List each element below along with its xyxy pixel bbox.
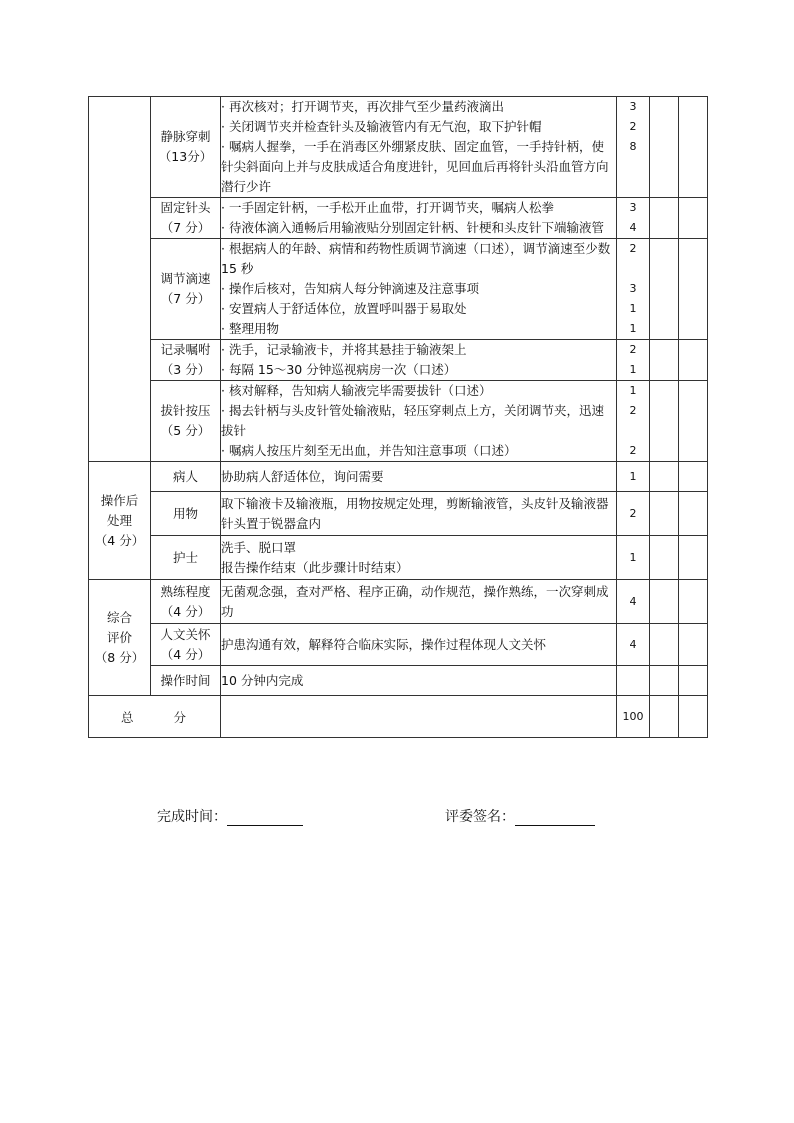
deduction-cell[interactable] [650,492,679,536]
deduction-cell[interactable] [650,624,679,666]
completion-time-blank[interactable] [227,809,303,826]
table-row [89,97,708,198]
step-content [221,239,617,340]
category-name: 综合 [106,609,132,625]
score-cell [617,536,650,580]
step-name: 病人 [172,468,198,484]
score-value: 1 [629,322,637,335]
content-line: · 揭去针柄与头皮针管处输液贴，轻压穿刺点上方，关闭调节夹，迅速拔针 [221,403,604,438]
step-content [221,580,617,624]
content-line: 取下输液卡及输液瓶，用物按规定处理，剪断输液管，头皮针及输液器针头置于锐器盒内 [221,495,609,531]
content-line: · 待液体滴入通畅后用输液贴分别固定针柄、针梗和头皮针下端输液管 [221,220,604,235]
deduction-cell[interactable] [650,580,679,624]
judge-signature-field [445,806,595,826]
content-line: · 安置病人于舒适体位，放置呼叫器于易取处 [221,301,467,316]
score-value: 2 [629,444,637,457]
content-line: 无菌观念强，查对严格、程序正确，动作规范，操作熟练，一次穿刺成功 [221,583,609,619]
step-name: 拔针按压 [160,403,211,418]
step-points: （4 分） [160,646,211,662]
total-label-char: 总 [121,709,136,725]
content-line: 洗手、脱口罩 [221,539,297,555]
content-line: · 再次核对；打开调节夹，再次排气至少量药液滴出 [221,99,504,114]
table-row [89,198,708,239]
step-nurse [151,536,221,580]
total-row [89,696,708,738]
remark-cell[interactable] [679,580,708,624]
score-value: 1 [629,550,637,564]
step-time [151,666,221,696]
deduction-cell[interactable] [650,536,679,580]
step-content [221,198,617,239]
score-value: 1 [629,384,637,397]
remark-cell[interactable] [679,97,708,198]
step-adjust-rate [151,239,221,340]
step-points: （4 分） [160,603,211,619]
category-cell-empty [89,97,151,462]
score-value: 3 [629,201,637,214]
remark-cell[interactable] [679,492,708,536]
deduction-cell[interactable] [650,239,679,340]
total-label-char: 分 [173,709,188,725]
remark-cell[interactable] [679,381,708,462]
score-value: 2 [629,343,637,356]
deduction-cell[interactable] [650,462,679,492]
table-row [89,462,708,492]
remark-cell[interactable] [679,536,708,580]
score-cell [617,580,650,624]
deduction-cell[interactable] [650,198,679,239]
step-humanistic [151,624,221,666]
remark-cell[interactable] [679,666,708,696]
judge-signature-label: 评委签名： [445,809,515,825]
remark-cell[interactable] [679,198,708,239]
step-name: 护士 [172,549,198,565]
table-row [89,536,708,580]
step-record [151,340,221,381]
category-name: 处理 [106,512,132,528]
remark-cell[interactable] [679,624,708,666]
table-row [89,580,708,624]
step-content [221,624,617,666]
content-line: · 一手固定针柄，一手松开止血带，打开调节夹，嘱病人松拳 [221,200,554,215]
deduction-cell[interactable] [650,666,679,696]
step-points: （7 分） [160,220,211,235]
score-value: 2 [629,242,637,255]
step-name: 人文关怀 [160,626,211,642]
step-points: （5 分） [160,423,211,438]
content-line: 10 分钟内完成 [221,672,304,688]
score-cell [617,462,650,492]
step-name: 熟练程度 [160,583,211,599]
step-withdraw [151,381,221,462]
content-line: · 整理用物 [221,321,279,336]
remark-cell[interactable] [679,239,708,340]
score-value: 4 [629,594,637,608]
deduction-cell[interactable] [650,340,679,381]
score-spacer [617,421,649,441]
content-line: · 关闭调节夹并检查针头及输液管内有无气泡，取下护针帽 [221,119,542,134]
step-fix-needle [151,198,221,239]
category-name: 操作后 [100,492,139,508]
table-row [89,666,708,696]
step-supplies [151,492,221,536]
completion-time-label: 完成时间： [157,809,227,825]
total-score-cell [617,696,650,738]
content-line: · 嘱病人按压片刻至无出血，并告知注意事项（口述） [221,443,517,458]
score-value: 3 [629,100,637,113]
content-line: 护患沟通有效，解释符合临床实际，操作过程体现人文关怀 [221,636,547,652]
score-cell [617,666,650,696]
score-value: 1 [629,469,637,483]
score-cell [617,492,650,536]
step-content [221,340,617,381]
content-line: · 根据病人的年龄、病情和药物性质调节滴速（口述），调节滴速至少数 15 秒 [221,241,611,276]
judge-signature-blank[interactable] [515,809,595,826]
score-cell [617,340,650,381]
remark-cell[interactable] [679,462,708,492]
step-points: （13分） [158,149,213,164]
table-row [89,239,708,340]
step-content [221,97,617,198]
content-line: · 洗手，记录输液卡，并将其悬挂于输液架上 [221,342,467,357]
category-name: 评价 [106,629,132,645]
table-row [89,340,708,381]
category-points: （4 分） [94,532,145,548]
deduction-cell[interactable] [650,97,679,198]
score-cell [617,239,650,340]
step-content [221,492,617,536]
total-content [221,696,617,738]
step-content [221,666,617,696]
step-points: （7 分） [160,291,211,306]
content-line: 协助病人舒适体位，询问需要 [221,468,384,484]
score-cell [617,381,650,462]
step-proficiency [151,580,221,624]
category-points: （8 分） [94,649,145,665]
table-row [89,624,708,666]
category-evaluation [89,580,151,696]
step-content [221,536,617,580]
score-value: 4 [629,221,637,234]
completion-time-field [157,806,303,826]
table-row [89,492,708,536]
score-spacer [617,259,649,279]
score-cell [617,97,650,198]
content-line: · 核对解释，告知病人输液完毕需要拔针（口述） [221,383,492,398]
deduction-cell[interactable] [650,381,679,462]
table-row [89,381,708,462]
step-name: 操作时间 [160,672,211,688]
remark-cell[interactable] [679,696,708,738]
content-line: · 嘱病人握拳，一手在消毒区外绷紧皮肤、固定血管，一手持针柄，使针尖斜面向上并与皮肤成适合角度进针，见回血后再将针头沿血管方向潜行少许 [221,139,609,194]
step-name: 记录嘱咐 [160,342,211,357]
content-line: 报告操作结束（此步骤计时结束） [221,559,409,575]
score-value: 2 [629,506,637,520]
scoring-table [88,96,708,738]
step-points: （3 分） [160,362,211,377]
score-value: 4 [629,637,637,651]
score-cell [617,198,650,239]
step-name: 用物 [172,505,198,521]
score-value: 1 [629,302,637,315]
step-name: 调节滴速 [160,271,211,286]
step-name: 静脉穿刺 [160,129,211,144]
score-cell [617,624,650,666]
total-label [89,696,221,738]
step-venipuncture [151,97,221,198]
remark-cell[interactable] [679,340,708,381]
score-value: 2 [629,404,637,417]
score-value: 2 [629,120,637,133]
content-line: · 每隔 15～30 分钟巡视病房一次（口述） [221,362,457,377]
step-content [221,381,617,462]
category-post-op [89,462,151,580]
deduction-cell[interactable] [650,696,679,738]
step-name: 固定针头 [160,200,211,215]
step-content [221,462,617,492]
score-value: 3 [629,282,637,295]
content-line: · 操作后核对，告知病人每分钟滴速及注意事项 [221,281,479,296]
total-score-value: 100 [622,709,644,723]
score-value: 8 [629,140,637,153]
step-patient [151,462,221,492]
score-value: 1 [629,363,637,376]
